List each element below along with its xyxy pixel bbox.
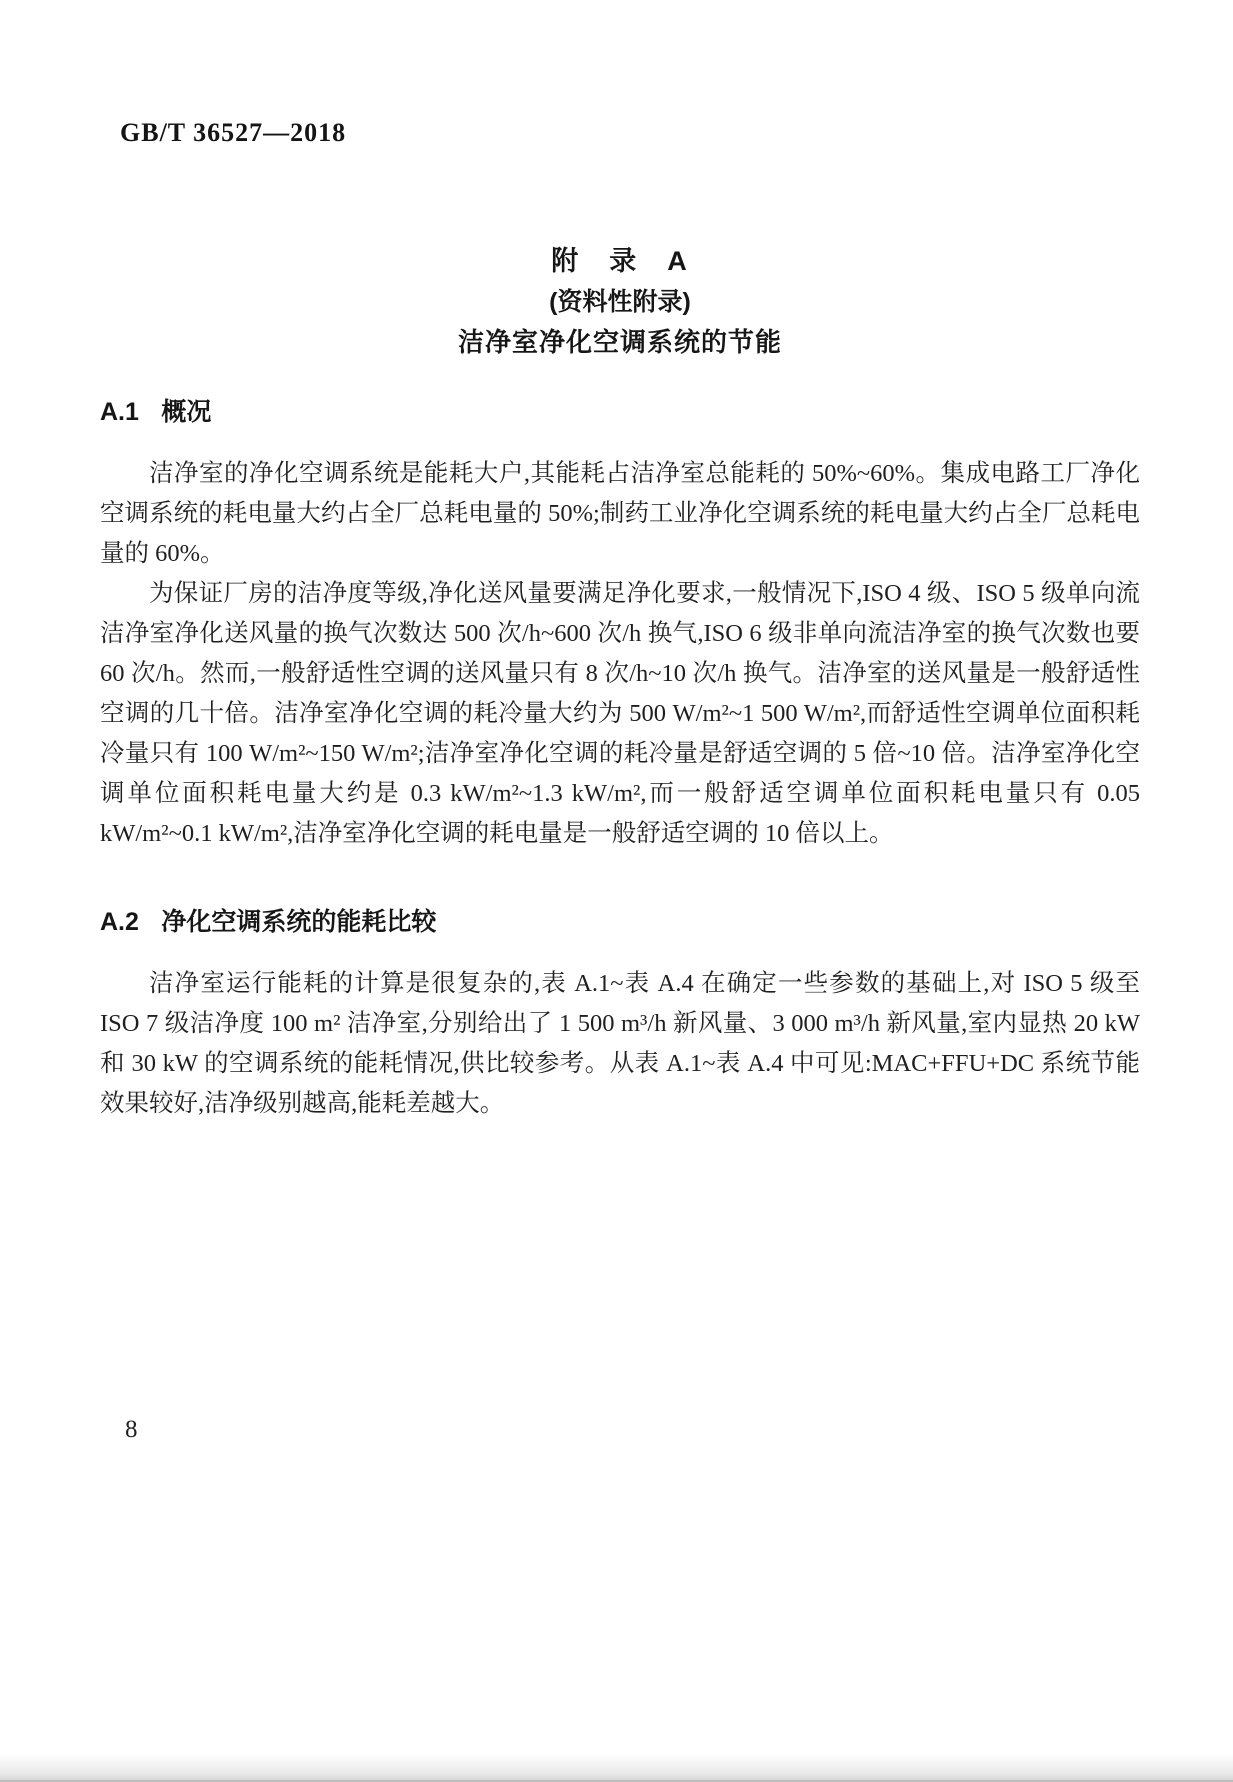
page-content xyxy=(100,240,1140,1124)
appendix-name: 洁净室净化空调系统的节能 xyxy=(457,327,782,357)
section-a1-title: 概况 xyxy=(161,398,212,426)
section-a2-title: 净化空调系统的能耗比较 xyxy=(161,908,437,936)
section-a1-number: A.1 xyxy=(100,398,139,426)
appendix-subtitle: (资料性附录) xyxy=(549,288,691,316)
section-a2-number: A.2 xyxy=(100,908,139,936)
standard-number-header: GB/T 36527—2018 xyxy=(120,118,347,147)
section-a1-paragraph-1: 洁净室的净化空调系统是能耗大户,其能耗占洁净室总能耗的 50%~60%。集成电路工厂净化空调系统的耗电量大约占全厂总耗电量的 50%;制药工业净化空调系统的耗电量大约占全厂总耗电量的 60%。 xyxy=(100,460,1140,567)
section-a1-paragraph-2: 为保证厂房的洁净度等级,净化送风量要满足净化要求,一般情况下,ISO 4 级、ISO 5 级单向流洁净室净化送风量的换气次数达 500 次/h~600 次/h 换气,ISO 6 级非单向流洁净室的换气次数也要 60 次/h。然而,一般舒适性空调的送风量只有 8 次/h~10 次/h 换气。洁净室的送风量是一般舒适性空调的几十倍。洁净室净化空调的耗冷量大约为 500 W/m²~1 500 W/m²,而舒适性空调单位面积耗冷量只有 100 W/m²~150 W/m²;洁净室净化空调的耗冷量是舒适空调的 5 倍~10 倍。洁净室净化空调单位面积耗电量大约是 0.3 kW/m²~1.3 kW/m²,而一般舒适空调单位面积耗电量只有 0.05 kW/m²~0.1 kW/m²,洁净室净化空调的耗电量是一般舒适空调的 10 倍以上。 xyxy=(100,580,1140,847)
appendix-title-block xyxy=(100,240,1140,362)
section-a2-heading xyxy=(100,906,1140,938)
section-a1-heading xyxy=(100,396,1140,428)
page-number: 8 xyxy=(125,1416,138,1443)
appendix-title: 附 录 A xyxy=(551,246,689,276)
scan-bottom-edge xyxy=(0,1754,1233,1782)
section-a2-paragraph-1: 洁净室运行能耗的计算是很复杂的,表 A.1~表 A.4 在确定一些参数的基础上,对 ISO 5 级至 ISO 7 级洁净度 100 m² 洁净室,分别给出了 1 500 m³/h 新风量、3 000 m³/h 新风量,室内显热 20 kW 和 30 kW 的空调系统的能耗情况,供比较参考。从表 A.1~表 A.4 中可见:MAC+FFU+DC 系统节能效果较好,洁净级别越高,能耗差越大。 xyxy=(100,970,1140,1117)
